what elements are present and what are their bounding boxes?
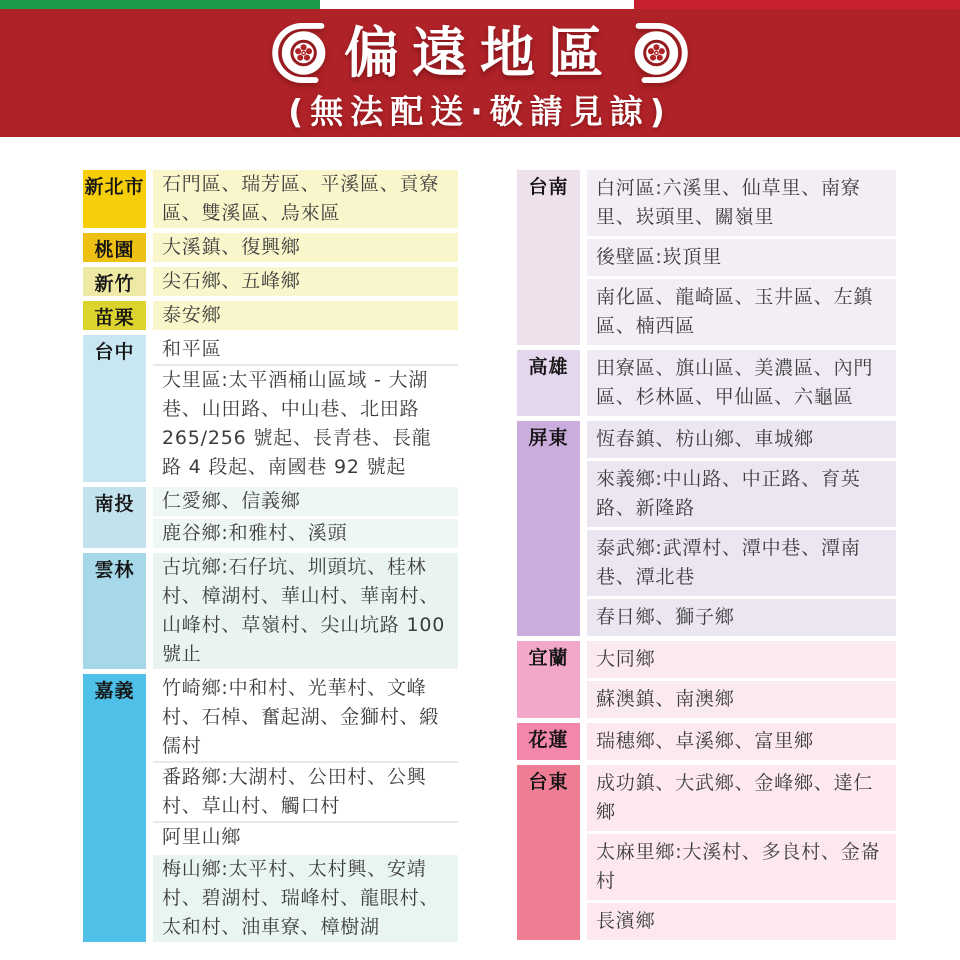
province-label: 新北市 [83, 170, 146, 228]
region-cell: 番路鄉:大湖村、公田村、公興村、草山村、觸口村 [153, 761, 458, 821]
province-label: 台東 [517, 765, 580, 940]
region-cell: 鹿谷鄉:和雅村、溪頭 [153, 516, 458, 548]
region-cell: 古坑鄉:石仔坑、圳頭坑、桂林村、樟湖村、華山村、華南村、山峰村、草嶺村、尖山坑路 100 號止 [153, 553, 458, 669]
region-cell: 瑞穗鄉、卓溪鄉、富里鄉 [587, 723, 896, 760]
tire-wheel-icon-left [260, 20, 334, 86]
page-subtitle: (無法配送·敬請見諒) [288, 92, 672, 131]
province-group [517, 765, 896, 940]
province-label: 高雄 [517, 350, 580, 416]
province-label: 宜蘭 [517, 641, 580, 718]
region-cell: 成功鎮、大武鄉、金峰鄉、達仁鄉 [587, 765, 896, 831]
region-cell: 田寮區、旗山區、美濃區、內門區、杉林區、甲仙區、六龜區 [587, 350, 896, 416]
province-label: 桃園 [83, 233, 146, 262]
province-group [517, 421, 896, 636]
province-label: 新竹 [83, 267, 146, 296]
region-cell: 長濱鄉 [587, 900, 896, 940]
region-cell: 仁愛鄉、信義鄉 [153, 487, 458, 516]
region-table-right [517, 170, 896, 945]
province-label: 南投 [83, 487, 146, 548]
header-banner [0, 9, 960, 137]
province-label: 苗栗 [83, 301, 146, 330]
region-cell: 恆春鎮、枋山鄉、車城鄉 [587, 421, 896, 458]
region-cell: 大里區:太平酒桶山區域 - 大湖巷、山田路、中山巷、北田路 265/256 號起、長青巷、長龍路 4 段起、南國巷 92 號起 [153, 364, 458, 482]
province-label: 台南 [517, 170, 580, 345]
region-cell: 後壁區:崁頂里 [587, 236, 896, 276]
region-cell: 尖石鄉、五峰鄉 [153, 267, 458, 296]
page-title: 偏遠地區 [343, 20, 616, 85]
region-cell: 泰安鄉 [153, 301, 458, 330]
province-group [517, 641, 896, 718]
region-cell: 來義鄉:中山路、中正路、育英路、新隆路 [587, 458, 896, 527]
region-cell: 白河區:六溪里、仙草里、南寮里、崁頭里、關嶺里 [587, 170, 896, 236]
province-group [83, 335, 458, 482]
flag-white-segment [320, 0, 634, 9]
province-group [83, 267, 458, 296]
flag-red-segment [634, 0, 960, 9]
region-table-left [83, 170, 458, 947]
province-group [517, 350, 896, 416]
region-cell: 太麻里鄉:大溪村、多良村、金崙村 [587, 831, 896, 900]
province-group [83, 233, 458, 262]
region-cell: 梅山鄉:太平村、太村興、安靖村、碧湖村、瑞峰村、龍眼村、太和村、油車寮、樟樹湖 [153, 852, 458, 942]
flag-green-segment [0, 0, 320, 9]
tricolor-flag-strip [0, 0, 960, 9]
province-group [83, 553, 458, 669]
province-label: 花蓮 [517, 723, 580, 760]
province-group [517, 723, 896, 760]
region-cell: 阿里山鄉 [153, 821, 458, 852]
region-cell: 蘇澳鎮、南澳鄉 [587, 678, 896, 718]
province-label: 嘉義 [83, 674, 146, 942]
province-label: 雲林 [83, 553, 146, 669]
region-cell: 南化區、龍崎區、玉井區、左鎮區、楠西區 [587, 276, 896, 345]
region-cell: 和平區 [153, 335, 458, 364]
province-group [83, 674, 458, 942]
province-group [83, 301, 458, 330]
province-group [83, 170, 458, 228]
region-cell: 大同鄉 [587, 641, 896, 678]
province-group [517, 170, 896, 345]
province-group [83, 487, 458, 548]
region-cell: 石門區、瑞芳區、平溪區、貢寮區、雙溪區、烏來區 [153, 170, 458, 228]
region-cell: 春日鄉、獅子鄉 [587, 596, 896, 636]
region-cell: 泰武鄉:武潭村、潭中巷、潭南巷、潭北巷 [587, 527, 896, 596]
tire-wheel-icon-right [626, 20, 700, 86]
province-label: 台中 [83, 335, 146, 482]
region-cell: 竹崎鄉:中和村、光華村、文峰村、石棹、奮起湖、金獅村、緞儒村 [153, 674, 458, 761]
region-cell: 大溪鎮、復興鄉 [153, 233, 458, 262]
province-label: 屏東 [517, 421, 580, 636]
banner-title-row [260, 20, 700, 86]
